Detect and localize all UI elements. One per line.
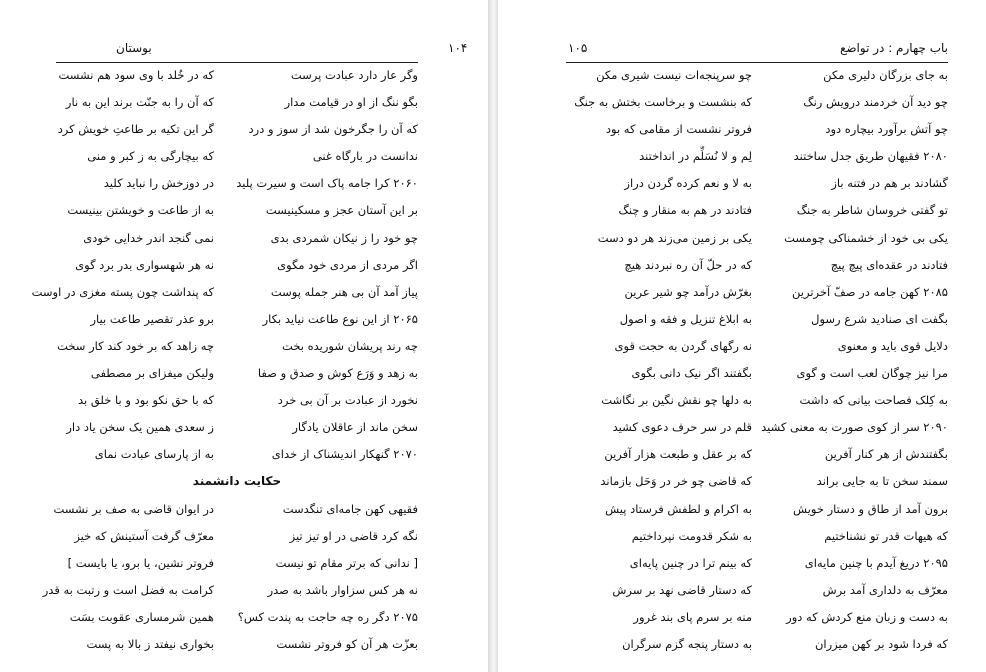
- verse-second-hemistich: به شکر قدومت نپرداختیم: [631, 528, 752, 543]
- verse-second-hemistich: که در حلّ آن ره نبردند هیچ: [624, 257, 752, 272]
- verse-second-hemistich: نه هر شهسواری بدر برد گوی: [75, 257, 214, 272]
- verse-second-hemistich: چه زاهد که بر خود کند کار سخت: [57, 338, 214, 353]
- verse-row: [556, 415, 948, 442]
- verse-row: [556, 361, 948, 388]
- verse-row: [556, 388, 948, 415]
- verse-first-hemistich: به زهد و وَرَع کوش و صدق و صفا: [257, 366, 418, 381]
- verse-first-hemistich: به دست و زبان منع کردش که دور: [786, 609, 948, 624]
- verse-first-hemistich: وگر عار دارد عبادت پرست: [290, 68, 418, 82]
- verse-second-hemistich: ولیکن میفزای بر مصطفی: [90, 366, 214, 381]
- verse-first-hemistich: ۲۰۸۰ فقیهان طریق جدل ساختند: [793, 149, 948, 164]
- verse-row: [56, 334, 418, 361]
- verse-row: [56, 117, 418, 144]
- verse-first-hemistich: مرا نیز چوگان لعب است و گوی: [796, 366, 948, 381]
- verse-first-hemistich: چه رند پریشان شوریده بخت: [282, 338, 418, 353]
- verse-first-hemistich: دلایل قوی باید و معنوی: [837, 338, 948, 353]
- verse-first-hemistich: که فردا شود بر کهن میزران: [814, 636, 948, 651]
- verse-first-hemistich: ۲۰۹۰ سر از کوی صورت به معنی کشید: [761, 420, 948, 435]
- verse-first-hemistich: چو دید آن خردمند درویش رنگ: [803, 95, 948, 110]
- verse-second-hemistich: ز سعدی همین یک سخن یاد دار: [66, 420, 214, 435]
- verse-second-hemistich: چو سرپنجه‌ات نیست شیری مکن: [596, 68, 752, 82]
- verse-row: [56, 605, 418, 632]
- verse-row: [56, 361, 418, 388]
- verse-second-hemistich: به دستار پنجه گزم سرگران: [622, 636, 752, 651]
- verse-first-hemistich: پیاز آمد آن بی هنر جمله پوست: [270, 284, 418, 299]
- left-page: [0, 0, 488, 672]
- verse-second-hemistich: در دوزخش را نباید کلید: [103, 176, 214, 191]
- verse-row: [556, 334, 948, 361]
- verse-second-hemistich: که پنداشت چون پسته مغزی در اوست: [31, 284, 214, 299]
- verse-first-hemistich: بگو ننگ از او در قیامت مدار: [284, 95, 418, 110]
- verse-first-hemistich: ۲۰۷۵ دگر ره چه حاجت به پندت کس؟: [237, 609, 418, 624]
- verse-first-hemistich: برون آمد از طاق و دستار خویش: [793, 501, 948, 516]
- verse-row: [56, 524, 418, 551]
- chapter-title: باب چهارم : در تواضع: [839, 41, 948, 55]
- verse-row: [556, 280, 948, 307]
- verse-row: [53, 497, 418, 524]
- verse-first-hemistich: ۲۰۷۰ گنهکار اندیشناک از خدای: [271, 447, 418, 462]
- verse-first-hemistich: بگفتندش از هر کنار آفرین: [824, 447, 948, 462]
- verse-second-hemistich: بگفتند اگر نیک دانی بگوی: [631, 366, 752, 381]
- verse-second-hemistich: که قاضی چو خر در وَحَل بازماند: [600, 474, 752, 489]
- verse-first-hemistich: ۲۰۶۰ کرا جامه پاک است و سیرت پلید: [236, 176, 418, 191]
- verse-row: [56, 226, 418, 253]
- verse-second-hemistich: به دلها چو نقش نگین بر نگاشت: [601, 393, 752, 408]
- verse-row: [56, 388, 418, 415]
- verse-second-hemistich: گر این تکیه بر طاعتِ خویش کرد: [57, 122, 214, 137]
- verse-second-hemistich: کرامت به فضل است و رتبت به قدر: [42, 582, 214, 597]
- verse-second-hemistich: به اکرام و لطفش فرستاد پیش: [605, 501, 752, 516]
- verse-second-hemistich: که دستار قاضی نهد بر سرش: [612, 582, 752, 597]
- verse-first-hemistich: تو گفتی خروسان شاطر به جنگ: [796, 203, 948, 218]
- verse-first-hemistich: بر این آستان عجز و مسکینیست: [265, 203, 418, 218]
- verse-second-hemistich: همین شرمساری عقوبت بسَت: [69, 609, 214, 624]
- verse-first-hemistich: بگفت ای صنادید شرع رسول: [811, 311, 948, 326]
- verse-first-hemistich: نگه کرد قاضی در او تیز تیز: [289, 528, 418, 543]
- verse-second-hemistich: برو عذر تقصیر طاعت بیار: [90, 311, 214, 326]
- verse-row: [42, 578, 418, 605]
- section-heading: [56, 469, 418, 496]
- verse-row: [56, 442, 418, 469]
- verse-row: [556, 632, 948, 659]
- verse-second-hemistich: فتادند در هم به منقار و چنگ: [618, 203, 752, 218]
- verse-row: [56, 171, 418, 198]
- verse-second-hemistich: که در خُلد با وی سود هم نشست: [58, 68, 214, 82]
- verse-second-hemistich: معرّف گرفت آستینش که خیز: [74, 528, 214, 543]
- verse-second-hemistich: به از طاعت و خویشتن بینیست: [67, 203, 214, 218]
- verse-row: [556, 144, 948, 171]
- verse-first-hemistich: چو خود را ز نیکان شمردی بدی: [270, 230, 418, 245]
- verse-first-hemistich: ندانست در بارگاه غنی: [312, 149, 418, 164]
- verse-second-hemistich: فروتر نشست از مقامی که بود: [605, 122, 752, 137]
- verse-row: [56, 198, 418, 225]
- verse-row: [56, 90, 418, 117]
- verse-row: [556, 63, 948, 90]
- verse-row: [31, 280, 418, 307]
- verse-row: [56, 551, 418, 578]
- verse-second-hemistich: در ایوان قاضی به صف بر نشست: [53, 501, 214, 516]
- verse-second-hemistich: فروتر نشین، یا برو، یا بایست ]: [67, 555, 214, 570]
- verse-first-hemistich: به کِلک فصاحت بیانی که داشت: [799, 393, 948, 408]
- page-header: [56, 38, 468, 58]
- verse-row: [556, 90, 948, 117]
- verse-second-hemistich: نه رگهای گردن به حجت قوی: [614, 338, 752, 353]
- verse-row: [556, 198, 948, 225]
- verse-row: [56, 632, 418, 659]
- verse-first-hemistich: یکی بی خود از خشمناکی چومست: [784, 230, 948, 245]
- verse-row: [556, 117, 948, 144]
- verse-first-hemistich: [ ندانی که برتر مقام تو نیست: [275, 555, 418, 570]
- verse-list: [31, 63, 418, 659]
- verse-list: [556, 63, 948, 659]
- verse-first-hemistich: اگر مردی از مردی خود مگوی: [277, 257, 418, 272]
- verse-second-hemistich: به ابلاغ تنزیل و فقه و اصول: [619, 311, 752, 326]
- verse-second-hemistich: قلم در سر حرف دعوی کشید: [612, 420, 752, 435]
- verse-first-hemistich: بعزّت هر آن کو فروتر نشست: [276, 636, 418, 651]
- verse-row: [556, 226, 948, 253]
- verse-first-hemistich: سمند سخن تا به جایی براند: [816, 474, 948, 489]
- verse-second-hemistich: لِم و لا نُسَلِّم در انداختند: [639, 149, 752, 164]
- verse-row: [556, 551, 948, 578]
- verse-second-hemistich: که بیچارگی به ز کبر و منی: [87, 149, 214, 164]
- verse-second-hemistich: که بنشست و برخاست بختش به جنگ: [574, 95, 752, 110]
- verse-second-hemistich: منه بر سرم پای بند غرور: [633, 609, 752, 624]
- verse-row: [556, 307, 948, 334]
- page-number: ۱۰۵: [568, 41, 588, 55]
- verse-first-hemistich: فقیهی کهن جامه‌ای تنگدست: [282, 501, 418, 516]
- verse-first-hemistich: چو آتش برآورد بیچاره دود: [825, 122, 948, 137]
- verse-row: [56, 253, 418, 280]
- section-heading-text: حکایت دانشمند: [192, 474, 282, 489]
- verse-row: [556, 253, 948, 280]
- verse-first-hemistich: ۲۰۹۵ دریغ آیدم با چنین مایه‌ای: [804, 555, 948, 570]
- verse-first-hemistich: ۲۰۶۵ از این نوع طاعت نیاید بکار: [262, 311, 418, 326]
- verse-row: [56, 307, 418, 334]
- verse-second-hemistich: یکی بر زمین می‌زند هر دو دست: [597, 230, 752, 245]
- verse-row: [56, 63, 418, 90]
- page-header: [556, 38, 948, 58]
- book-title: بوستان: [116, 41, 152, 55]
- page-number: ۱۰۴: [448, 41, 468, 55]
- verse-first-hemistich: به جای بزرگان دلیری مکن: [823, 68, 948, 82]
- verse-first-hemistich: نخورد از عبادت بر آن بی خرد: [277, 393, 418, 408]
- verse-row: [556, 469, 948, 496]
- verse-second-hemistich: نمی گنجد اندر خدایی خودی: [83, 230, 214, 245]
- verse-second-hemistich: که بینم ترا در چنین پایه‌ای: [629, 555, 752, 570]
- verse-row: [556, 497, 948, 524]
- verse-second-hemistich: به لا و نعم کرده گردن دراز: [624, 176, 752, 191]
- verse-second-hemistich: بخواری نیفتد ز بالا به پست: [86, 636, 214, 651]
- verse-first-hemistich: که آن را جگرخون شد از سوز و درد: [248, 122, 418, 137]
- verse-first-hemistich: نه هر کس سزاوار باشد به صدر: [267, 582, 418, 597]
- verse-first-hemistich: فتادند در عقده‌ای پیچ پیچ: [830, 257, 948, 272]
- book-gutter: [488, 0, 498, 672]
- verse-row: [56, 415, 418, 442]
- verse-second-hemistich: بغرّش درآمد چو شیر عرین: [624, 284, 752, 299]
- verse-row: [556, 171, 948, 198]
- verse-first-hemistich: سخن ماند از عاقلان یادگار: [292, 420, 418, 435]
- verse-second-hemistich: که آن را به جنّت برند این به نار: [65, 95, 214, 110]
- verse-second-hemistich: که بر عقل و طبعت هزار آفرین: [604, 447, 752, 462]
- right-page: [498, 0, 986, 672]
- verse-row: [556, 578, 948, 605]
- verse-second-hemistich: که با حق نکو بود و با خلق بد: [77, 393, 214, 408]
- verse-row: [556, 524, 948, 551]
- verse-first-hemistich: ۲۰۸۵ کهن جامه در صفّ آخرترین: [792, 284, 948, 299]
- verse-row: [56, 144, 418, 171]
- verse-first-hemistich: معرّف به دلداری آمد برش: [822, 582, 948, 597]
- verse-first-hemistich: گشادند بر هم در فتنه باز: [831, 176, 948, 191]
- verse-second-hemistich: به از پارسای عبادت نمای: [94, 447, 214, 462]
- verse-row: [556, 442, 948, 469]
- verse-first-hemistich: که هیهات قدر تو نشناختیم: [824, 528, 948, 543]
- verse-row: [556, 605, 948, 632]
